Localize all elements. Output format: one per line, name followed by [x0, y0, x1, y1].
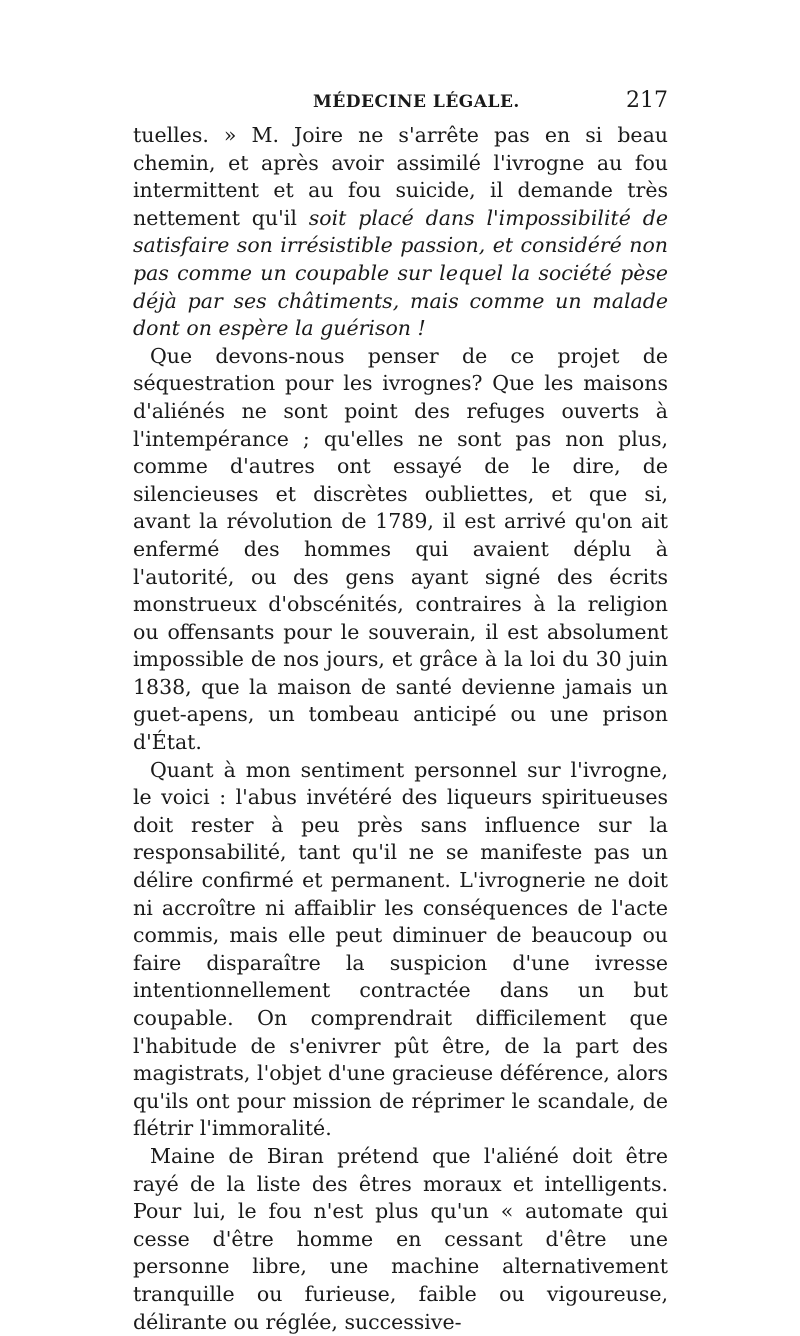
paragraph-4-text: Maine de Biran prétend que l'aliéné doit être rayé de la liste des êtres moraux et intelligents. Pour lui, le fou n'est plus qu'un « automate qui cesse d'être homme en cessant d'être une personne libre, une machine alternativement tranquille ou furieuse, faible ou vigoureuse, délirante ou réglée, successive- [133, 1143, 668, 1334]
running-header [133, 88, 668, 120]
running-title: MÉDECINE LÉGALE. [313, 92, 520, 112]
page-number: 217 [626, 88, 668, 113]
paragraph-1-italic-quote: soit placé dans l'impossibilité de satisfaire son irrésistible passion, et considéré non pas comme un coupable sur lequel la société pèse déjà par ses châtiments, mais comme un malade dont on espère la guérison ! [133, 205, 668, 341]
paragraph-2-text: Que devons-nous penser de ce projet de séquestration pour les ivrognes? Que les maisons d'aliénés ne sont point des refuges ouverts à l'intempérance ; qu'elles ne sont pas non plus, comme d'autres ont essayé de le dire, de silencieuses et discrètes oubliettes, et que si, avant la révolution de 1789, il est arrivé qu'on ait enfermé des hommes qui avaient déplu à l'autorité, ou des gens ayant signé des écrits monstrueux d'obscénités, contraires à la religion ou offensants pour le souverain, il est absolument impossible de nos jours, et grâce à la loi du 30 juin 1838, que la maison de santé devienne jamais un guet-apens, un tombeau anticipé ou une prison d'État. [133, 343, 668, 755]
paragraph-3-text: Quant à mon sentiment personnel sur l'ivrogne, le voici : l'abus invétéré des liqueurs spiritueuses doit rester à peu près sans influence sur la responsabilité, tant qu'il ne se manifeste pas un délire confirmé et permanent. L'ivrognerie ne doit ni accroître ni affaiblir les conséquences de l'acte commis, mais elle peut diminuer de beaucoup ou faire disparaître la suspicion d'une ivresse intentionnellement contractée dans un but coupable. On comprendrait difficilement que l'habitude de s'enivrer pût être, de la part des magistrats, l'objet d'une gracieuse déférence, alors qu'ils ont pour mission de réprimer le scandale, de flétrir l'immoralité. [133, 757, 668, 1141]
paragraph-1-text: tuelles. » M. Joire ne s'arrête pas en si beau chemin, et après avoir assimilé l'ivrogne au fou intermittent et au fou suicide, il demande très nettement qu'il [133, 123, 668, 230]
paragraph-continuation [133, 122, 668, 343]
paragraph [133, 1143, 668, 1336]
paragraph [133, 757, 668, 1143]
body-text [133, 122, 668, 1336]
paragraph [133, 343, 668, 757]
